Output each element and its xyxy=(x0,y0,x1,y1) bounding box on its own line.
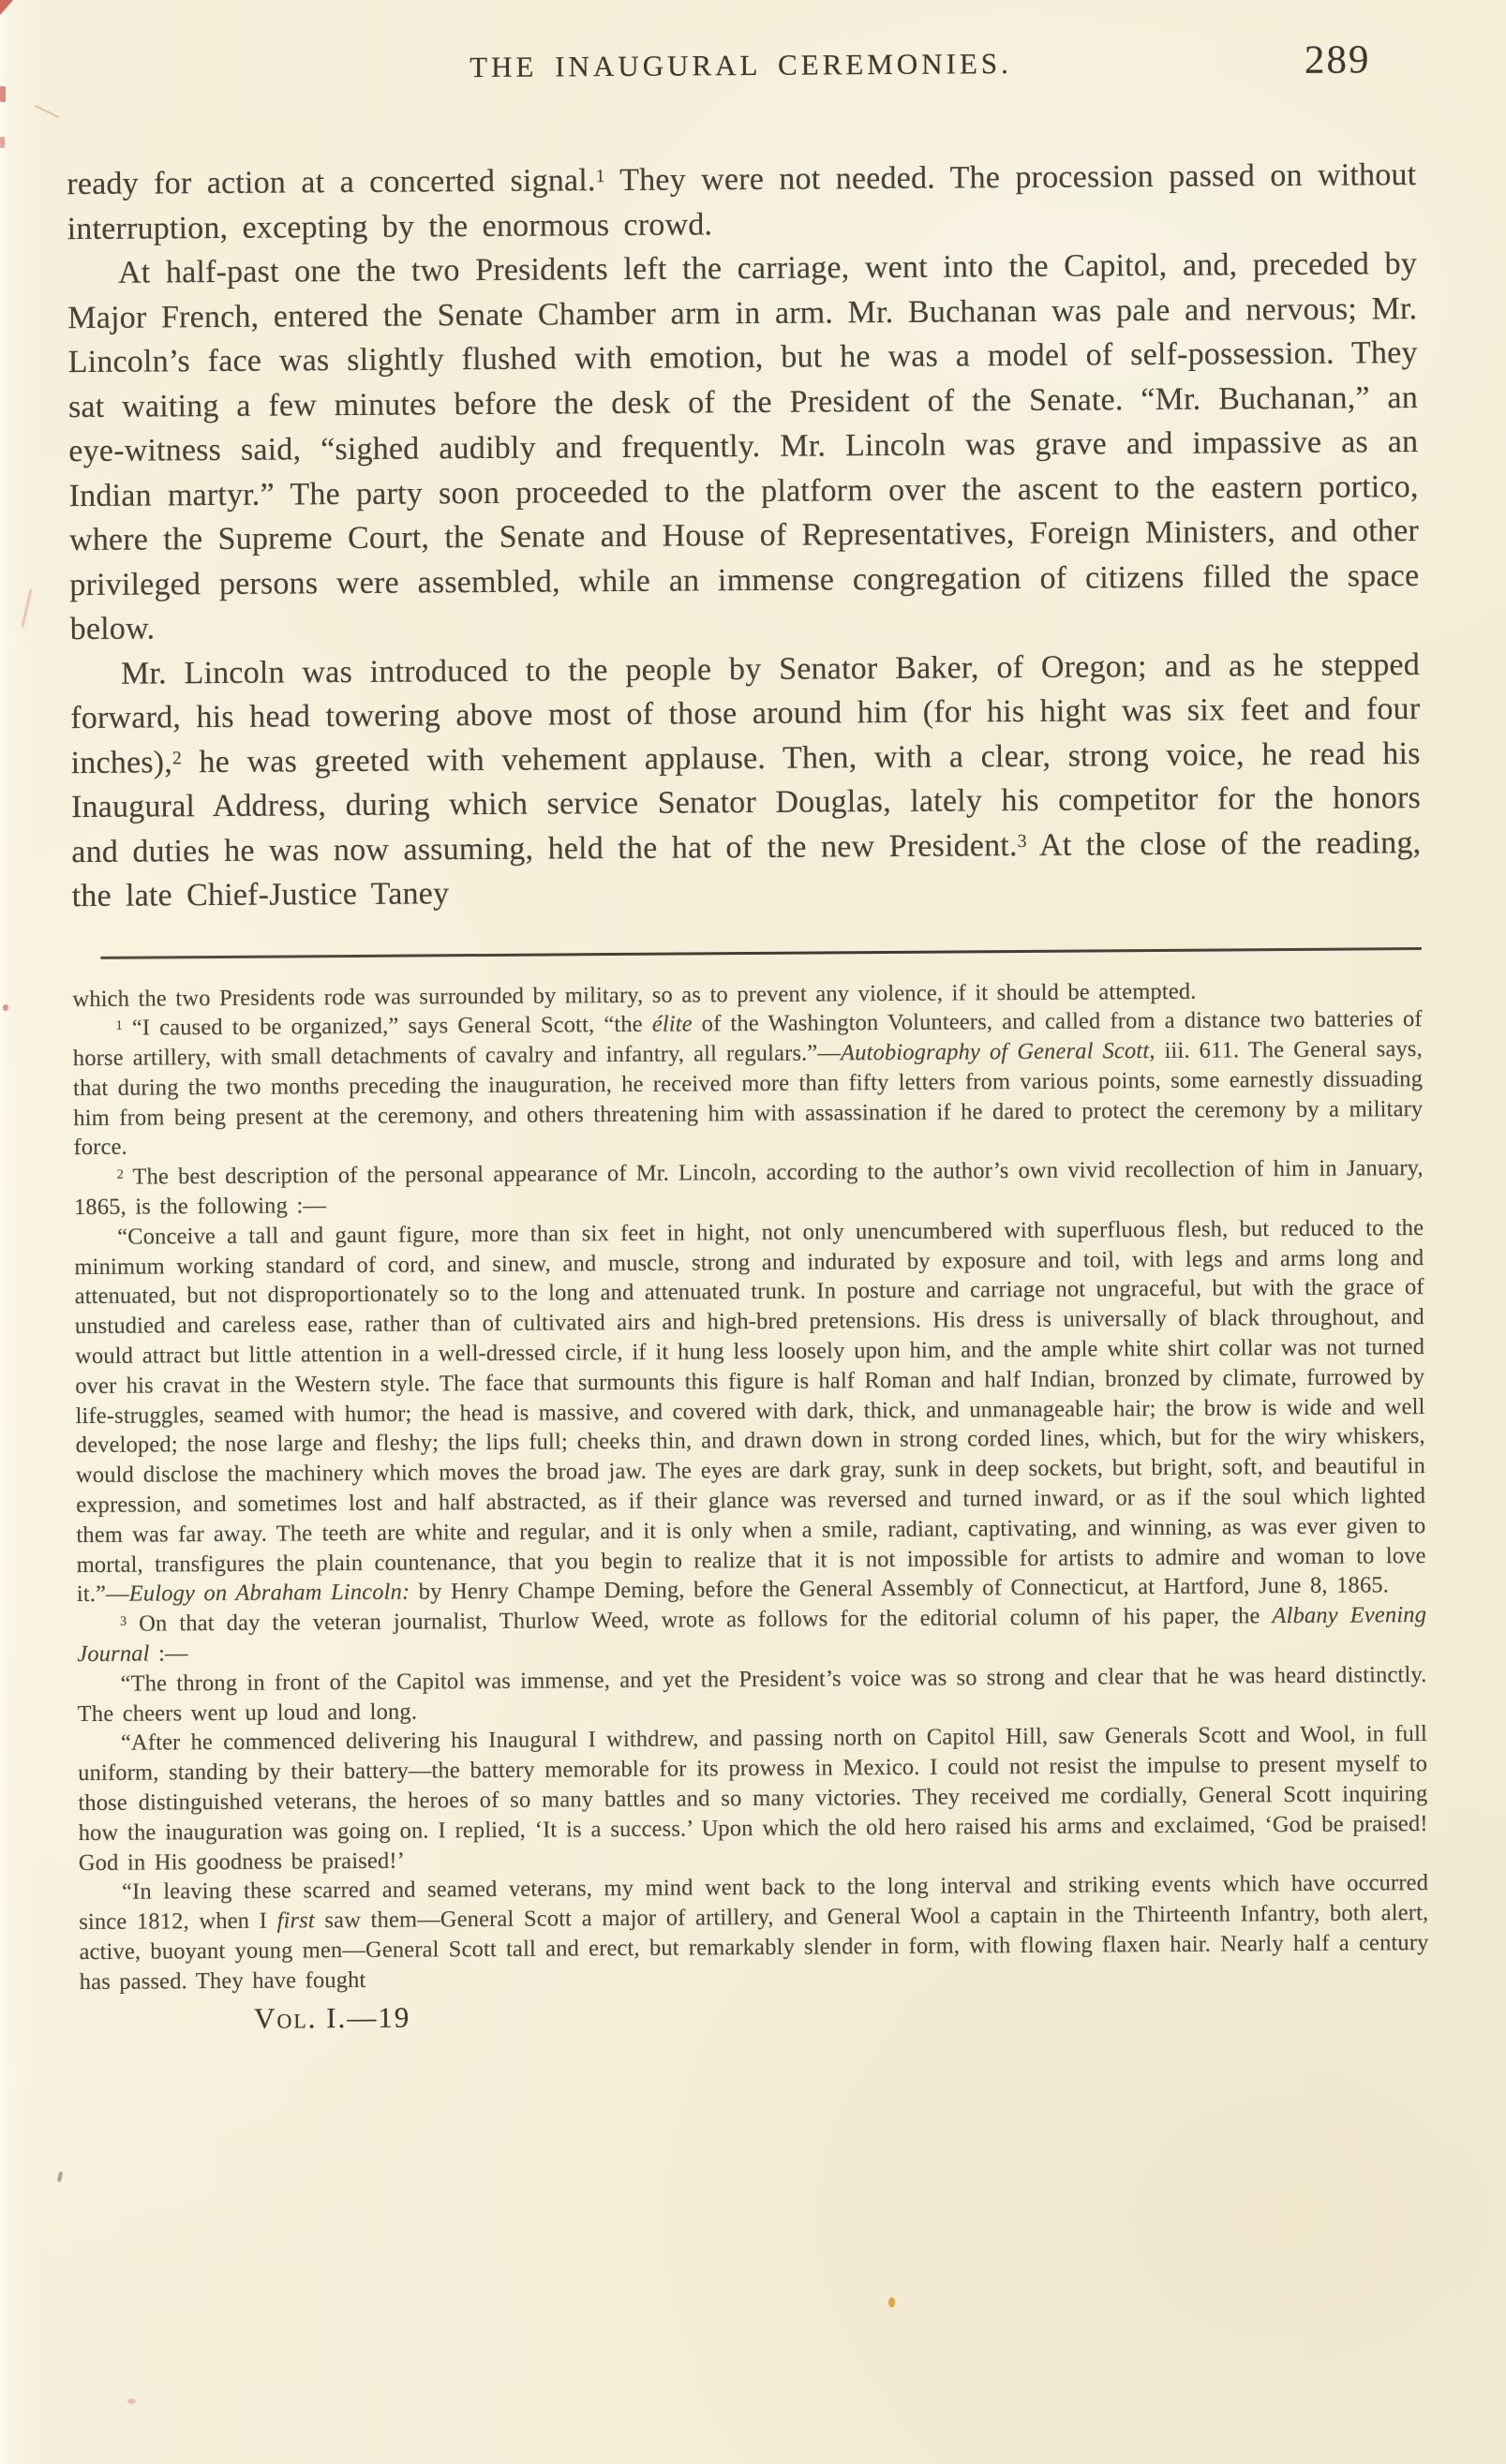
footnotes xyxy=(72,975,1429,1997)
italic-text: élite xyxy=(651,1011,693,1038)
footnote-separator-rule xyxy=(100,947,1422,959)
footnote-marker: 2 xyxy=(116,1166,124,1182)
footnote-paragraph xyxy=(77,1600,1426,1670)
page-header xyxy=(66,37,1415,102)
body-paragraph xyxy=(67,153,1417,251)
text-run: Mr. Lincoln was introduced to the people by Senator Baker, of Oregon; and as he stepped forward, his head towering above most of those around him (for his hight was six feet and four inches), xyxy=(70,646,1421,780)
footnote-paragraph xyxy=(77,1660,1426,1729)
text-run: “In leaving these scarred and seamed veterans, my mind went back to the long interval and striking events which have occurred since 1812, when I xyxy=(79,1870,1429,1936)
text-run: by Henry Champe Deming, before the General Assembly of Connecticut, at Hartford, June 8, 1865. xyxy=(410,1572,1390,1606)
text-run: , iii. 611. The General says, that during the two months preceding the inauguration, he received more than fifty letters from various points, some earnestly dissuading him from being present at the ceremony, and others threatening him with assassination if he dared to protect the ceremony by a military force. xyxy=(72,1036,1424,1161)
text-run: At the close of the reading, the late Chief-Justice Taney xyxy=(71,824,1422,914)
body-paragraph xyxy=(70,643,1422,919)
text-run: which the two Presidents rode was surrounded by military, so as to prevent any violence, if it should be attempted. xyxy=(72,978,1197,1012)
text-run: They were not needed. The procession passed on without interruption, excepting by the enormous crowd. xyxy=(67,157,1417,246)
text-run: ready for action at a concerted signal. xyxy=(67,163,596,202)
text-run: “Conceive a tall and gaunt figure, more than six feet in hight, not only unencumbered with superfluous flesh, but reduced to the minimum working standard of cord, and sinew, and muscle, strong and indurated by exposure and toil, with legs and arms long and attenuated, but not disproportionately so to the long and attenuated trunk. In posture and carriage not ungraceful, but with the grace of unstudied and careless ease, rather than of cultivated airs and high-bred pretensions. His dress is universally of black throughout, and would attract but little attention in a well-dressed circle, if it hung less loosely upon him, and the ample white shirt collar was not turned over his cravat in the Western style. The face that surmounts this figure is half Roman and half Indian, bronzed by climate, furrowed by life-struggles, seamed with humor; the head is massive, and covered with dark, thick, and unmanageable hair; the brow is wide and well developed; the nose large and fleshy; the lips full; cheeks thin, and drawn down in strong corded lines, which, but for the wiry whiskers, would disclose the machinery which moves the broad jaw. The eyes are dark gray, sunk in deep sockets, but bright, soft, and beautiful in expression, and sometimes lost and half abstracted, as if their glance was reversed and turned inward, or as if the soul which lighted them was far away. The teeth are white and regular, and it is only when a smile, radiant, captivating, and winning, as was ever given to mortal, transfigures the plain countenance, that you begin to realize that it is not impossible for artists to admire and woman to love it.”— xyxy=(74,1214,1426,1608)
footnote-marker: 3 xyxy=(1017,830,1027,852)
footnote-marker: 3 xyxy=(120,1613,127,1629)
text-run: On that day the veteran journalist, Thurlow Weed, wrote as follows for the editorial column of his paper, the xyxy=(127,1603,1273,1637)
body-paragraph xyxy=(67,242,1420,652)
running-header-title: THE INAUGURAL CEREMONIES. xyxy=(470,47,1012,84)
body-text xyxy=(67,153,1422,919)
footnote-paragraph xyxy=(73,1004,1424,1163)
italic-text: Albany Evening Journal xyxy=(77,1602,1427,1668)
footnote-marker: 1 xyxy=(115,1017,123,1033)
italic-text: Eulogy on Abraham Lincoln: xyxy=(128,1580,410,1608)
text-run: The best description of the personal appearance of Mr. Lincoln, according to the author’s own vivid recollection of him in January, 1865, is the following :— xyxy=(73,1155,1424,1221)
text-run: saw them—General Scott a major of artillery, and General Wool a captain in the Thirteenth Infantry, both alert, active, buoyant young men—General Scott tall and erect, but remarkably slender in form, with flowing flaxen hair. Nearly half a century has passed. They have fought xyxy=(79,1900,1429,1995)
text-run: of the Washington Volunteers, and called from a distance two batteries of horse artillery, with small detachments of cavalry and infantry, all regulars.”— xyxy=(72,1006,1423,1072)
footnote-marker: 1 xyxy=(595,166,605,187)
page-number: 289 xyxy=(1304,37,1371,82)
text-run: :— xyxy=(149,1640,188,1667)
italic-text: Autobiography of General Scott xyxy=(840,1038,1150,1066)
footnote-paragraph xyxy=(74,1153,1424,1223)
italic-text: first xyxy=(276,1907,315,1934)
text-run: he was greeted with vehement applause. Then, with a clear, strong voice, he read his Inaugural Address, during which service Senator Douglas, lately his competitor for the honors and duties he was now assuming, held the hat of the new President. xyxy=(70,735,1422,869)
text-run: “The throng in front of the Capitol was immense, and yet the President’s voice was so strong and clear that he was heard distinctly. The cheers went up loud and long. xyxy=(77,1661,1427,1727)
text-run: At half-past one the two Presidents left the carriage, went into the Capitol, and, preceded by Major French, entered the Senate Chamber arm in arm. Mr. Buchanan was pale and nervous; Mr. Lincoln’s face was slightly flushed with emotion, but he was a model of self-possession. They sat waiting a few minutes before the desk of the President of the Senate. “Mr. Buchanan,” an eye-witness said, “sighed audibly and frequently. Mr. Lincoln was grave and impassive as an Indian martyr.” The party soon proceeded to the platform over the ascent to the eastern portico, where the Supreme Court, the Senate and House of Representatives, Foreign Ministers, and other privileged persons were assembled, while an immense congregation of citizens filled the space below. xyxy=(67,246,1420,647)
footnote-marker: 2 xyxy=(171,747,182,768)
footnote-paragraph xyxy=(74,1213,1426,1610)
text-run: “I caused to be organized,” says General Scott, “the xyxy=(122,1012,652,1041)
footnote-paragraph xyxy=(79,1868,1429,1996)
text-run: “After he commenced delivering his Inaugural I withdrew, and passing north on Capitol Hill, saw Generals Scott and Wool, in full uniform, standing by their battery—the battery memorable for its prowess in Mexico. I could not resist the impulse to present myself to those distinguished veterans, the heroes of so many battles and so many victories. They received me cordially, General Scott inquiring how the inauguration was going on. I replied, ‘It is a success.’ Upon which the old hero raised his arms and exclaimed, ‘God be praised! God in His goodness be praised!’ xyxy=(78,1721,1428,1876)
footnote-paragraph xyxy=(78,1719,1428,1878)
volume-signature: Vol. I.—19 xyxy=(253,2000,411,2035)
